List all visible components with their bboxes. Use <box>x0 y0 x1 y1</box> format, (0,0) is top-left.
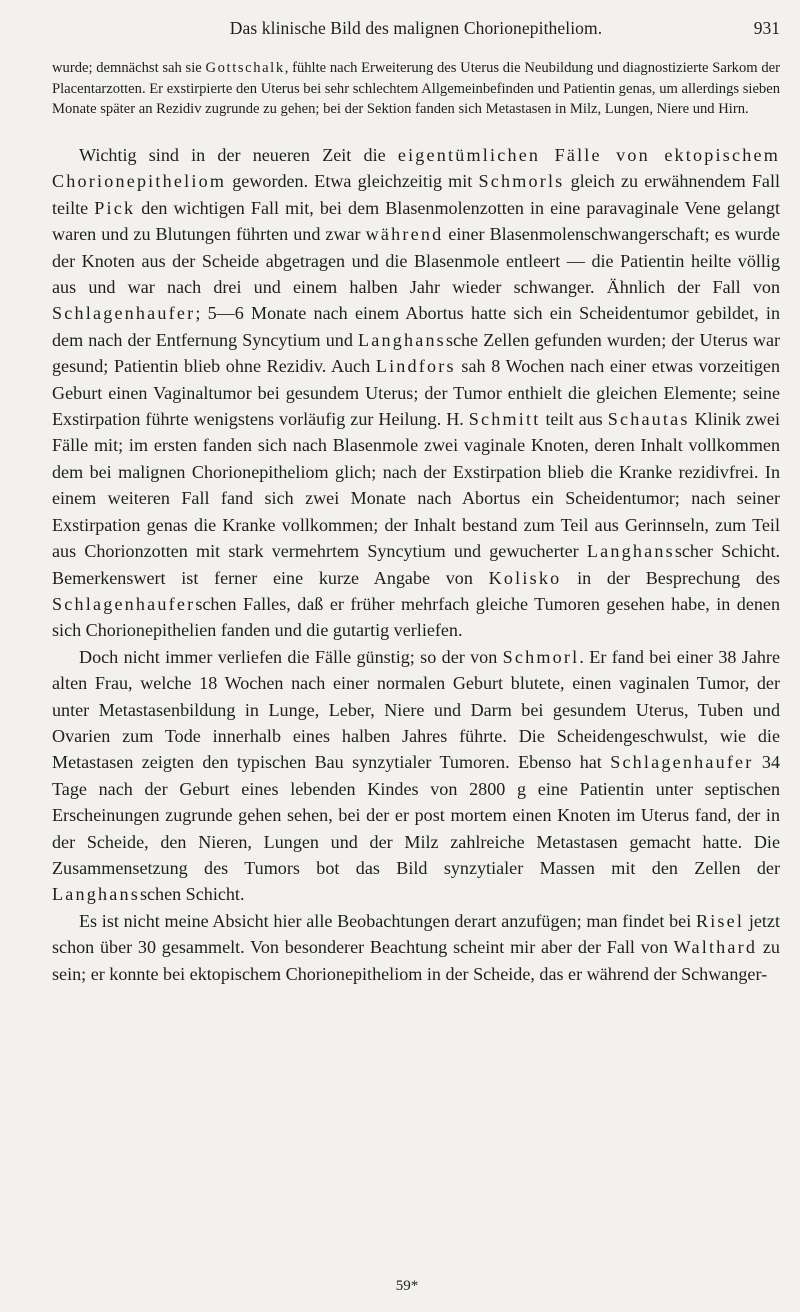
author-name: Gottschalk <box>205 60 285 76</box>
page-header <box>52 18 780 44</box>
author-name: Schmorl <box>502 646 580 667</box>
paragraph-further-observations: Es ist nicht meine Absicht hier alle Beobachtungen derart anzufügen; man findet bei Risel jetzt schon über 30 gesammelt. Von besonderer Beachtung scheint mir aber der Fall von Walthard zu sein; er konnte bei ektopischem Chorionepitheliom in der Scheide, das er während der Schwanger- <box>52 910 780 984</box>
author-name: Langhans <box>52 884 140 905</box>
author-name: Langhans <box>357 329 446 350</box>
author-name: Schmitt <box>468 409 541 430</box>
emphasized-word: während <box>365 224 444 245</box>
author-name: Schlagenhaufer <box>52 593 196 614</box>
author-name: Schautas <box>607 409 690 430</box>
small-print-paragraph: wurde; demnächst sah sie Gottschalk, fühlte nach Erweiterung des Uterus die Neubildung und diagnostizierte Sarkom der Placentarzotten. Er exstirpierte den Uterus bei sehr schlechtem Allgemeinbefinden und Patientin genas, um allerdings sieben Monate später an Rezidiv zugrunde zu gehen; bei der Sektion fanden sich Metastasen in Milz, Lungen, Niere und Hirn. <box>52 60 780 118</box>
paragraph-ectopic-cases: Wichtig sind in der neueren Zeit die eigentümlichen Fälle von ektopischem Chorionepitheliom geworden. Etwa gleichzeitig mit Schmorls gleich zu erwähnendem Fall teilte Pick den wichtigen Fall mit, bei dem Blasenmolenzotten in eine paravaginale Vene gelangt waren und zu Blutungen führten und zwar während einer Blasenmolenschwangerschaft; es wurde der Knoten aus der Scheide abgetragen und die Blasenmole entleert — die Patientin heilte völlig aus und war nach drei und einem halben Jahr wieder schwanger. Ähnlich der Fall von Schlagenhaufer; 5—6 Monate nach einem Abortus hatte sich ein Scheidentumor gebildet, in dem nach der Entfernung Syncytium und Langhanssche Zellen gefunden wurden; der Uterus war gesund; Patientin blieb ohne Rezidiv. Auch Lindfors sah 8 Wochen nach einer etwas vorzeitigen Geburt einen Vaginaltumor bei gesundem Uterus; der Tumor enthielt die gleichen Elemente; seine Exstirpation führte wenigstens vorläufig zur Heilung. H. Schmitt teilt aus Schautas Klinik zwei Fälle mit; im ersten fanden sich nach Blasenmole zwei vaginale Knoten, deren Inhalt vollkommen dem bei malignen Chorionepitheliom glich; nach der Exstirpation blieb die Kranke rezidivfrei. In einem weiteren Fall fand sich zwei Monate nach Abortus ein Scheidentumor; nach seiner Exstirpation genas die Kranke vollkommen; der Inhalt bestand zum Teil aus Gerinnseln, zum Teil aus Chorionzotten mit stark vermehrtem Syncytium und gewucherter Langhansscher Schicht. Bemerkenswert ist ferner eine kurze Angabe von Kolisko in der Besprechung des Schlagenhauferschen Falles, daß er früher mehrfach gleiche Tumoren gesehen habe, in denen sich Chorionepithelien fanden und die gutartig verliefen. <box>52 145 781 641</box>
author-name: Kolisko <box>488 567 562 588</box>
signature-mark: 59* <box>395 1278 419 1294</box>
running-title: Das klinische Bild des malignen Chorionepitheliom. <box>229 18 603 38</box>
author-name: Walthard <box>673 937 758 958</box>
author-name: Pick <box>94 197 136 218</box>
emphasized-phrase: eigentümlichen Fälle von ektopischem Chorionepitheliom <box>52 145 780 192</box>
page-number: 931 <box>753 18 780 38</box>
paragraph-fatal-cases: Doch nicht immer verliefen die Fälle günstig; so der von Schmorl. Er fand bei einer 38 Jahre alten Frau, welche 18 Wochen nach einer normalen Geburt blutete, einen vaginalen Tumor, der unter Metastasenbildung in Lunge, Leber, Niere und Darm bei gesundem Uterus, Tuben und Ovarien zum Tode innerhalb eines halben Jahres führte. Die Scheidengeschwulst, wie die Metastasen zeigten den typischen Bau synzytialer Tumoren. Ebenso hat Schlagenhaufer 34 Tage nach der Geburt eines lebenden Kindes von 2800 g eine Patientin unter septischen Erscheinungen zugrunde gehen sehen, bei der er post mortem einen Knoten im Uterus fand, der in der Scheide, den Nieren, Lungen und der Milz zahlreiche Metastasen gemacht hatte. Die Zusammensetzung des Tumors bot das Bild synzytialer Massen mit den Zellen der Langhansschen Schicht. <box>52 646 780 905</box>
author-name: Langhans <box>586 541 675 562</box>
author-name: Schmorls <box>478 171 565 192</box>
author-name: Schlagenhaufer <box>610 752 754 773</box>
main-text <box>52 142 780 987</box>
author-name: Lindfors <box>375 356 456 377</box>
author-name: Schlagenhaufer <box>52 303 196 324</box>
author-name: Risel <box>695 910 745 931</box>
